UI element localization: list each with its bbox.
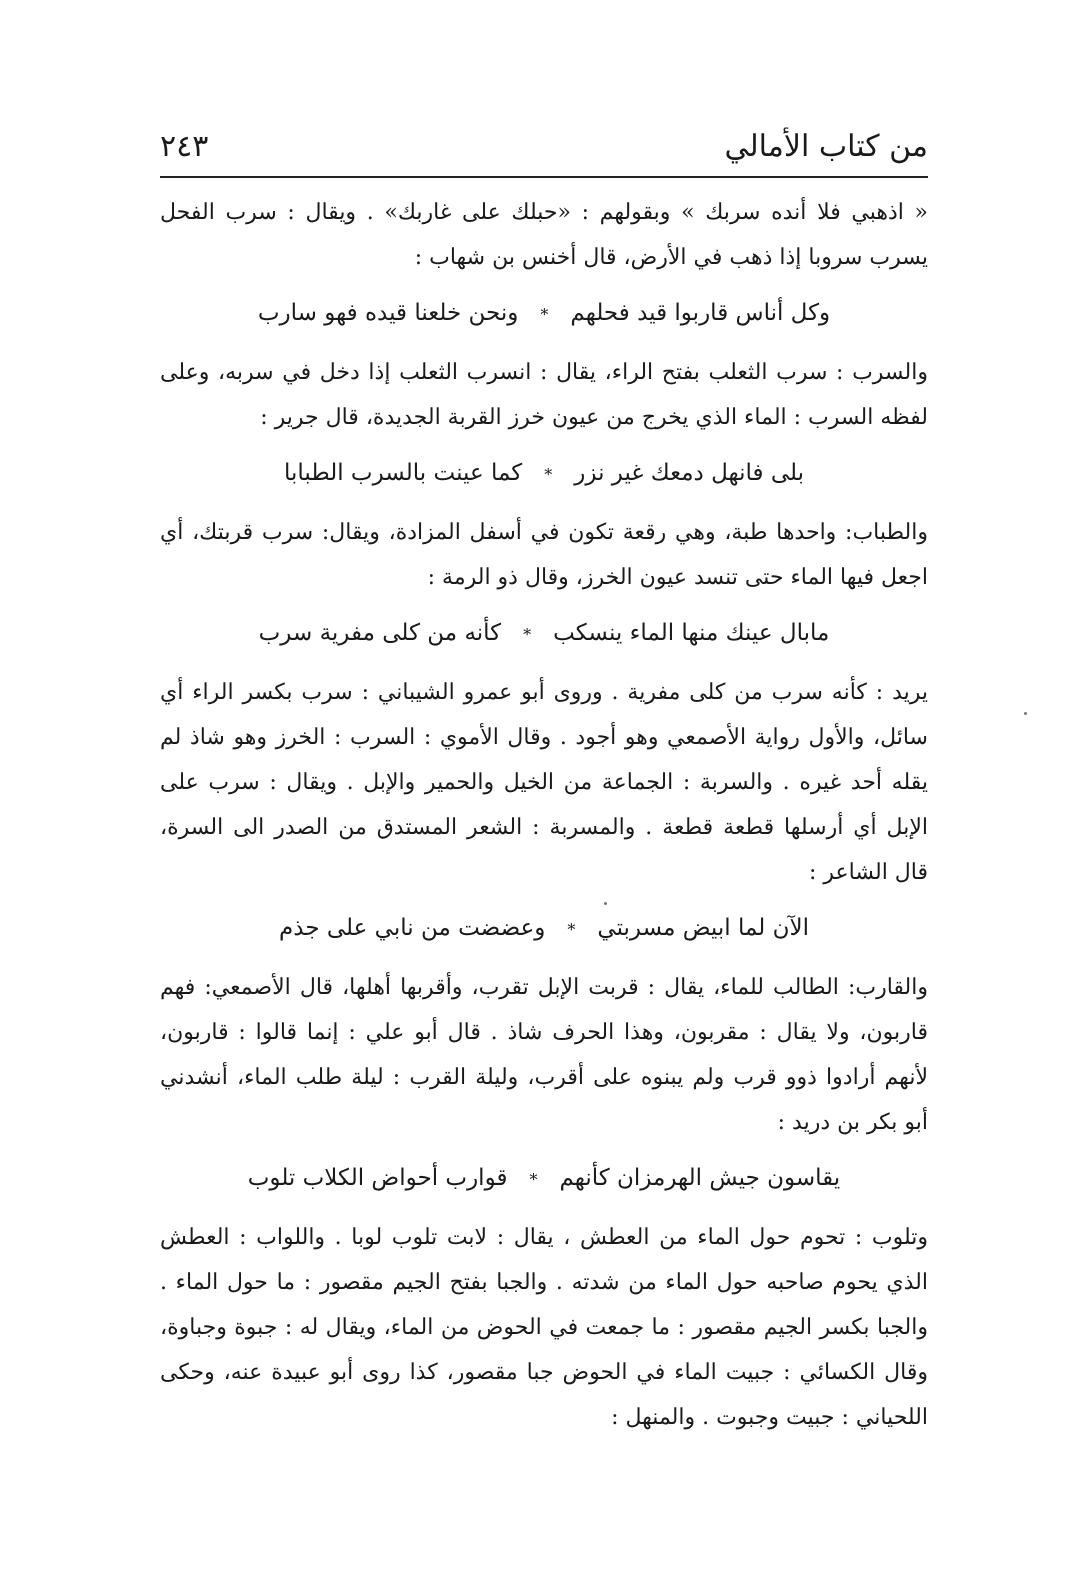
paragraph-qarib: والقارب: الطالب للماء، يقال : قربت الإبل تقرب، وأقربها أهلها، قال الأصمعي: فهم قاربون، ولا يقال : مقربون، وهذا الحرف شاذ . قال أبو علي : إنما قالوا : قاربون، لأنهم أرادوا ذوو قرب ولم يبنوه على أقرب، وليلة القرب : ليلة طلب الماء، أنشدني أبو بكر بن دريد : [160,975,928,1135]
scan-speck [604,902,607,905]
verse-first-hemistich: وكل أناس قاربوا قيد فحلهم [570,300,831,326]
scan-speck [1024,712,1027,715]
verse-second-hemistich: كأنه من كلى مفرية سرب [258,620,502,646]
verse-ibn-durayd [160,1153,928,1205]
verse-separator: * [540,305,549,324]
verse-second-hemistich: وعضضت من نابي على جذم [279,915,546,941]
paragraph-masraba: يريد : كأنه سرب من كلى مفرية . وروى أبو عمرو الشيباني : سرب بكسر الراء أي سائل، والأول رواية الأصمعي وهو أجود . وقال الأموي : السرب : الخرز وهو شاذ لم يقله أحد غيره . والسربة : الجماعة من الخيل والحمير والإبل . ويقال : سرب على الإبل أي أرسلها قطعة قطعة . والمسربة : الشعر المستدق من الصدر الى السرة، قال الشاعر : [160,680,928,885]
paragraph-tibab: والطباب: واحدها طبة، وهي رقعة تكون في أسفل المزادة، ويقال: سرب قربتك، أي اجعل فيها الماء حتى تنسد عيون الخرز، وقال ذو الرمة : [160,520,928,590]
verse-poet [160,903,928,955]
page-number: ٢٤٣ [160,128,209,164]
verse-jarir [160,448,928,500]
running-head: من كتاب الأمالي [724,128,928,164]
verse-dhu-rumma [160,608,928,660]
paragraph-talub: وتلوب : تحوم حول الماء من العطش ، يقال : لابت تلوب لوبا . واللواب : العطش الذي يحوم صاحبه حول الماء من شدته . والجبا بفتح الجيم مقصور : ما حول الماء . والجبا بكسر الجيم مقصور : ما جمعت في الحوض من الماء، ويقال له : جبوة وجباوة، وقال الكسائي : جبيت الماء في الحوض جبا مقصور، كذا روى أبو عبيدة عنه، وحكى اللحياني : جبيت وجبوت . والمنهل : [160,1225,928,1430]
verse-separator: * [567,920,576,939]
verse-separator: * [544,465,553,484]
verse-akhnas [160,288,928,340]
verse-second-hemistich: كما عينت بالسرب الطبابا [283,460,523,486]
verse-second-hemistich: قوارب أحواض الكلاب تلوب [247,1165,508,1191]
verse-first-hemistich: يقاسون جيش الهرمزان كأنهم [559,1165,841,1191]
verse-first-hemistich: بلى فانهل دمعك غير نزر [574,460,805,486]
paragraph-sarb-fahl: « اذهبي فلا أنده سربك » وبقولهم : «حبلك على غاربك» . ويقال : سرب الفحل يسرب سروبا إذا ذهب في الأرض، قال أخنس بن شهاب : [160,200,928,270]
verse-separator: * [523,625,532,644]
header-rule [160,176,928,178]
verse-first-hemistich: الآن لما ابيض مسربتي [597,915,809,941]
verse-first-hemistich: مابال عينك منها الماء ينسكب [553,620,830,646]
paragraph-sarb-thaalab: والسرب : سرب الثعلب بفتح الراء، يقال : انسرب الثعلب إذا دخل في سربه، وعلى لفظه السرب : الماء الذي يخرج من عيون خرز القربة الجديدة، قال جرير : [160,360,928,430]
page-header [160,118,928,174]
verse-second-hemistich: ونحن خلعنا قيده فهو سارب [257,300,519,326]
verse-separator: * [529,1170,538,1189]
page-body [160,190,928,1448]
